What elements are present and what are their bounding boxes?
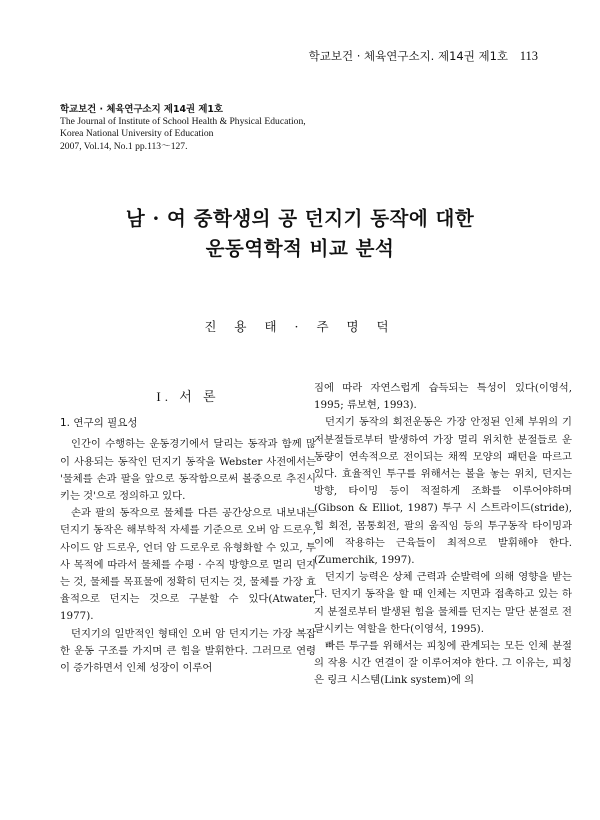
journal-info — [60, 104, 480, 153]
right-column — [314, 380, 572, 690]
journal-info-university: Korea National University of Education — [60, 128, 214, 140]
left-column — [60, 388, 316, 677]
paragraph: 짐에 따라 자연스럽게 습득되는 특성이 있다(이영석, 1995; 류보현, 1993). — [314, 382, 572, 412]
journal-info-volume: 2007, Vol.14, No.1 pp.113～127. — [60, 140, 188, 152]
paragraph: 던지기 동작의 회전운동은 가장 안정된 인체 부위의 기저분절들로부터 발생하여 가장 멀리 위치한 분절들로 운동량이 연속적으로 전이되는 채찍 모양의 패턴을 따르고 있다. 효율적인 투구를 위해서는 볼을 놓는 위치, 던지는 방향, 타이밍 등이 적절하게 조화를 이루어야하며(Gibson & Elliot, 1987) 투구 시 스트라이드(stride), 힙 회전, 몸통회전, 팔의 움직임 등의 투구동작 타이밍과 이에 작용하는 근육들이 최적으로 발휘해야 한다. (Zumerchik, 1997). — [314, 416, 572, 567]
paper-title-line2: 운동역학적 비교 분석 — [205, 237, 395, 260]
journal-info-korean: 학교보건 · 체육연구소지 제14권 제1호 — [60, 104, 223, 115]
paragraph: 손과 팔의 동작으로 물체를 다른 공간상으로 내보내는 던지기 동작은 해부학적 자세를 기준으로 오버 암 드로우, 사이드 암 드로우, 언더 암 드로우로 유형화할 수 있고, 투사 목적에 따라서 물체를 수평 · 수직 방향으로 멀리 던지는 것, 물체를 목표물에 정확히 던지는 것, 물체를 가장 효율적으로 던지는 것으로 구분할 수 있다(Atwater, 1977). — [60, 507, 316, 623]
subsection-heading: 1. 연구의 필요성 — [60, 417, 138, 430]
paragraph: 던지기의 일반적인 형태인 오버 암 던지기는 가장 복잡한 운동 구조를 가지며 큰 힘을 발휘한다. 그러므로 연령이 증가하면서 인체 성장이 이루어 — [60, 627, 316, 675]
section-heading: I. 서 론 — [156, 389, 220, 404]
running-header — [309, 48, 538, 64]
authors: 진 용 태 · 주 명 덕 — [204, 319, 396, 334]
paragraph: 던지기 능력은 상체 근력과 순발력에 의해 영향을 받는다. 던지기 동작을 할 때 인체는 지면과 접촉하고 있는 하지 분절로부터 발생된 힘을 물체를 던지는 말단 분절로 전달시키는 역할을 한다(이영석, 1995). — [314, 571, 572, 635]
paper-title-line1: 남 · 여 중학생의 공 던지기 동작에 대한 — [125, 207, 475, 230]
journal-info-english: The Journal of Institute of School Health & Physical Education, — [60, 116, 306, 128]
paper-title — [0, 204, 600, 264]
paragraph: 인간이 수행하는 운동경기에서 달리는 동작과 함께 많이 사용되는 동작인 던지기 동작을 Webster 사전에서는 '물체를 손과 팔을 앞으로 동작함으로써 볼중으로 추진시키는 것'으로 정의하고 있다. — [60, 438, 316, 503]
running-header-journal: 학교보건 · 체육연구소지. 제14권 제1호 — [308, 49, 509, 63]
paragraph: 빠른 투구를 위해서는 피칭에 관계되는 모든 인체 분절의 작용 시간 연결이 잘 이루어져야 한다. 그 이유는, 피칭은 링크 시스템(Link system)에 의 — [314, 640, 572, 687]
page-number: 113 — [519, 49, 538, 63]
